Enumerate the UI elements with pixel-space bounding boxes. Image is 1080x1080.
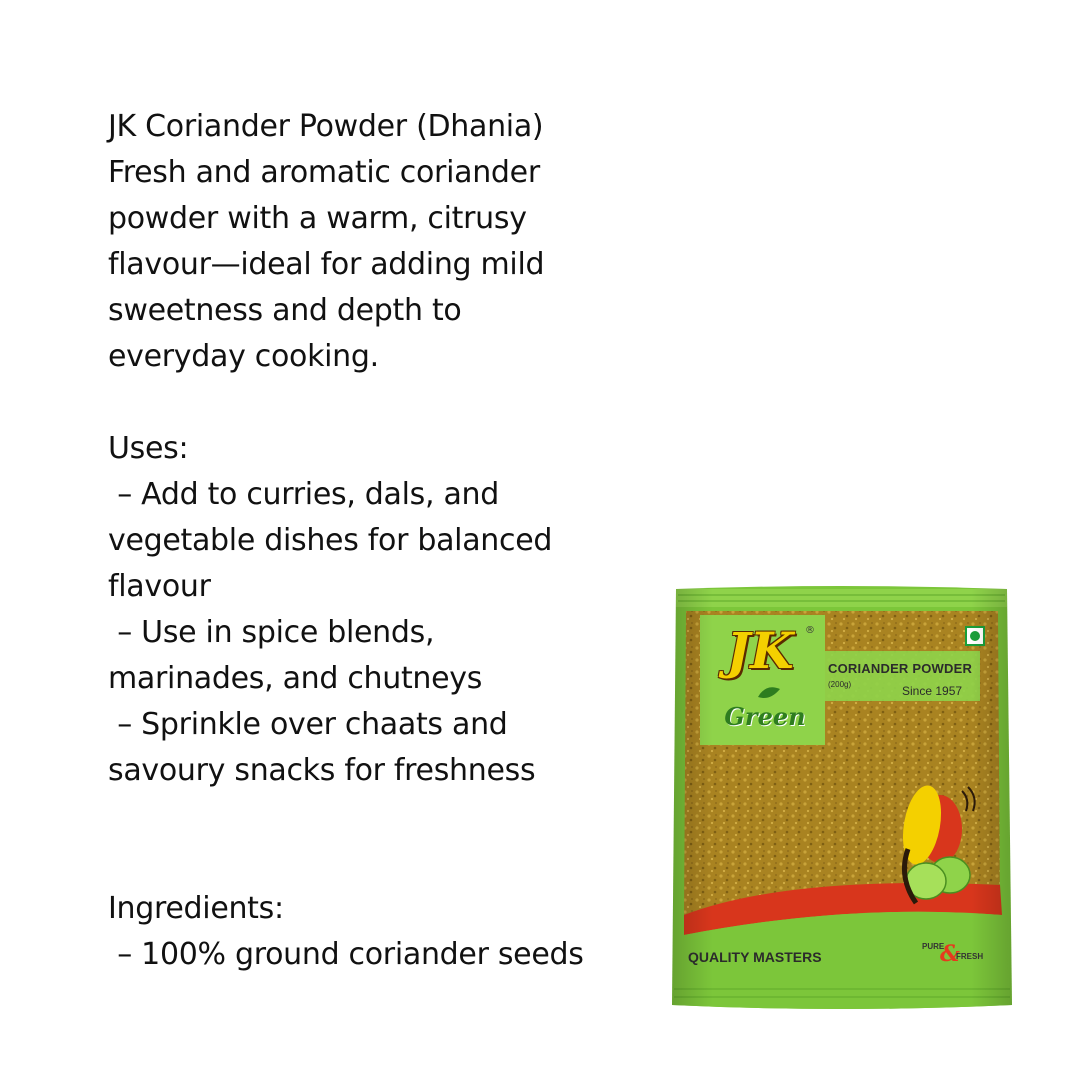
uses-line: flavour	[108, 569, 211, 604]
pack-product-name: CORIANDER POWDER	[828, 661, 973, 676]
ingredients-heading: Ingredients:	[108, 891, 284, 926]
description-line: Fresh and aromatic coriander	[108, 155, 540, 190]
product-title: JK Coriander Powder (Dhania)	[108, 109, 544, 144]
sub-brand-green: Green	[724, 702, 806, 731]
description-line: everyday cooking.	[108, 339, 379, 374]
uses-line: – Add to curries, dals, and	[108, 477, 499, 512]
description-line: sweetness and depth to	[108, 293, 462, 328]
product-pack-image	[670, 585, 1013, 1015]
description-line: powder with a warm, citrusy	[108, 201, 527, 236]
ingredients-line: – 100% ground coriander seeds	[108, 937, 584, 972]
pack-weight: (200g)	[828, 680, 852, 689]
pack-fresh: FRESH	[956, 952, 984, 961]
uses-line: – Use in spice blends,	[108, 615, 435, 650]
uses-line: marinades, and chutneys	[108, 661, 483, 696]
pack-amp: &	[940, 941, 960, 967]
uses-line: savoury snacks for freshness	[108, 753, 536, 788]
product-description	[108, 104, 668, 978]
pack-pure: PURE	[922, 942, 945, 951]
registered-mark: ®	[805, 625, 815, 636]
spacer	[108, 794, 668, 886]
uses-line: – Sprinkle over chaats and	[108, 707, 508, 742]
pack-since: Since 1957	[902, 684, 963, 698]
description-line: flavour—ideal for adding mild	[108, 247, 545, 282]
pack-tagline: QUALITY MASTERS	[688, 949, 822, 965]
uses-heading: Uses:	[108, 431, 189, 466]
brand-logo-jk: JK	[726, 621, 794, 680]
uses-line: vegetable dishes for balanced	[108, 523, 553, 558]
spacer	[108, 380, 668, 426]
